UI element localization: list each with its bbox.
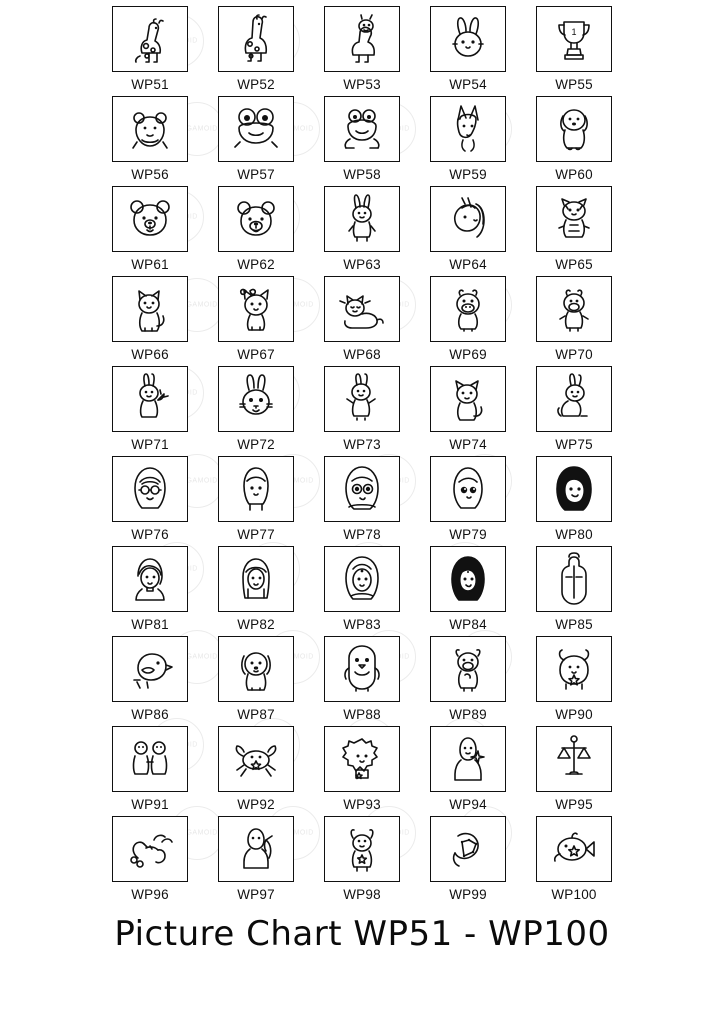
icon-cell <box>314 636 410 722</box>
icon-code-label: WP53 <box>343 77 381 92</box>
icon-cell <box>102 456 198 542</box>
icon-code-label: WP67 <box>237 347 275 362</box>
icon-code-label: WP92 <box>237 797 275 812</box>
teddy-bear-icon <box>112 96 188 162</box>
icon-cell <box>526 546 622 632</box>
bull-terrier-dog-icon <box>430 96 506 162</box>
icon-code-label: WP56 <box>131 167 169 182</box>
cat-lying-icon <box>324 276 400 342</box>
icon-cell <box>420 186 516 272</box>
trophy-icon <box>536 6 612 72</box>
hippo-standing-icon <box>536 276 612 342</box>
cancer-crab-icon <box>218 726 294 792</box>
icon-cell <box>526 366 622 452</box>
icon-cell <box>526 816 622 902</box>
icon-cell <box>208 816 304 902</box>
icon-cell <box>420 96 516 182</box>
icon-code-label: WP86 <box>131 707 169 722</box>
icon-row <box>102 6 622 92</box>
watermark-text: PEGAMOID <box>176 477 218 485</box>
pisces-fish-icon <box>536 816 612 882</box>
icon-code-label: WP96 <box>131 887 169 902</box>
icon-code-label: WP89 <box>449 707 487 722</box>
icon-cell <box>420 636 516 722</box>
bunny-standing-icon <box>324 186 400 252</box>
icon-code-label: WP78 <box>343 527 381 542</box>
icon-cell <box>420 546 516 632</box>
icon-cell <box>314 546 410 632</box>
icon-code-label: WP91 <box>131 797 169 812</box>
icon-cell <box>102 276 198 362</box>
icon-row <box>102 96 622 182</box>
icon-code-label: WP62 <box>237 257 275 272</box>
icon-code-label: WP87 <box>237 707 275 722</box>
icon-cell <box>208 6 304 92</box>
puppy-face-icon <box>218 636 294 702</box>
watermark-text: PEGAMOID <box>176 125 218 133</box>
icon-code-label: WP98 <box>343 887 381 902</box>
watermark-text: PEGAMOID <box>176 829 218 837</box>
icon-code-label: WP61 <box>131 257 169 272</box>
icon-code-label: WP71 <box>131 437 169 452</box>
cow-icon <box>430 636 506 702</box>
icon-cell <box>526 276 622 362</box>
virgo-maiden-icon <box>430 726 506 792</box>
icon-code-label: WP79 <box>449 527 487 542</box>
frog-keroppi-icon <box>218 96 294 162</box>
icon-code-label: WP57 <box>237 167 275 182</box>
penguin-icon <box>324 636 400 702</box>
icon-code-label: WP64 <box>449 257 487 272</box>
icon-row <box>102 456 622 542</box>
icon-cell <box>314 726 410 812</box>
icon-row <box>102 366 622 452</box>
icon-cell <box>314 456 410 542</box>
icon-cell <box>102 186 198 272</box>
icon-code-label: WP63 <box>343 257 381 272</box>
icon-code-label: WP94 <box>449 797 487 812</box>
icon-cell <box>208 546 304 632</box>
page-title: Picture Chart WP51 - WP100 <box>114 914 610 954</box>
svg-text:1: 1 <box>571 27 577 37</box>
icon-code-label: WP97 <box>237 887 275 902</box>
icon-code-label: WP70 <box>555 347 593 362</box>
cat-sitting-icon <box>112 276 188 342</box>
icon-code-label: WP83 <box>343 617 381 632</box>
indian-bride-icon <box>324 546 400 612</box>
icon-cell <box>420 366 516 452</box>
icon-cell <box>526 6 622 92</box>
icon-cell <box>420 456 516 542</box>
rabbit-waving-icon <box>324 366 400 432</box>
cat-bow-icon <box>218 276 294 342</box>
icon-cell <box>208 366 304 452</box>
icon-code-label: WP76 <box>131 527 169 542</box>
icon-cell <box>314 6 410 92</box>
icon-cell <box>208 276 304 362</box>
icon-code-label: WP93 <box>343 797 381 812</box>
icon-row <box>102 546 622 632</box>
sheep-aries-icon <box>536 636 612 702</box>
icon-code-label: WP84 <box>449 617 487 632</box>
bear-face-icon <box>112 186 188 252</box>
capricorn-goat-icon <box>324 816 400 882</box>
giraffe-standing-icon <box>112 6 188 72</box>
icon-cell <box>208 456 304 542</box>
rabbit-carrot-icon <box>112 366 188 432</box>
icon-row <box>102 276 622 362</box>
icon-code-label: WP51 <box>131 77 169 92</box>
icon-cell <box>208 726 304 812</box>
icon-code-label: WP85 <box>555 617 593 632</box>
icon-code-label: WP72 <box>237 437 275 452</box>
icon-row <box>102 636 622 722</box>
icon-cell <box>208 636 304 722</box>
icon-code-label: WP90 <box>555 707 593 722</box>
icon-cell <box>102 636 198 722</box>
icon-code-label: WP75 <box>555 437 593 452</box>
icon-cell <box>526 636 622 722</box>
icon-cell <box>314 366 410 452</box>
frog-sitting-icon <box>324 96 400 162</box>
aquarius-waterbearer-icon <box>430 816 506 882</box>
icon-code-label: WP73 <box>343 437 381 452</box>
icon-row <box>102 186 622 272</box>
icon-cell <box>526 726 622 812</box>
icon-code-label: WP66 <box>131 347 169 362</box>
rabbit-face-icon <box>218 366 294 432</box>
icon-cell <box>102 366 198 452</box>
icon-code-label: WP88 <box>343 707 381 722</box>
icon-cell <box>314 816 410 902</box>
icon-cell <box>420 726 516 812</box>
icon-cell <box>314 96 410 182</box>
icon-code-label: WP59 <box>449 167 487 182</box>
giraffe-cute-icon <box>324 6 400 72</box>
watermark-text: PEGAMOID <box>176 653 218 661</box>
icon-cell <box>102 816 198 902</box>
icon-cell <box>526 96 622 182</box>
rabbit-hopping-icon <box>536 366 612 432</box>
bunny-face-icon <box>430 6 506 72</box>
icon-cell <box>102 546 198 632</box>
icon-cell <box>526 186 622 272</box>
icon-cell <box>102 726 198 812</box>
icon-code-label: WP65 <box>555 257 593 272</box>
icon-cell <box>314 276 410 362</box>
icon-cell <box>420 816 516 902</box>
sagittarius-archer-icon <box>218 816 294 882</box>
icon-cell <box>208 186 304 272</box>
icon-code-label: WP77 <box>237 527 275 542</box>
hippo-icon <box>430 276 506 342</box>
hijab-girl-bigeyes-icon <box>324 456 400 522</box>
icon-code-label: WP54 <box>449 77 487 92</box>
tiger-cub-icon <box>536 186 612 252</box>
short-hair-girl-icon <box>112 546 188 612</box>
icon-code-label: WP60 <box>555 167 593 182</box>
watermark-text: PEGAMOID <box>176 301 218 309</box>
icon-cell <box>102 96 198 182</box>
icon-cell <box>420 276 516 362</box>
gemini-twins-icon <box>112 726 188 792</box>
puppy-sitting-icon <box>536 96 612 162</box>
hijab-girl-glasses-icon <box>112 456 188 522</box>
long-hair-girl-icon <box>218 546 294 612</box>
hijab-girl-round-icon <box>430 456 506 522</box>
icon-row <box>102 726 622 812</box>
icon-code-label: WP80 <box>555 527 593 542</box>
icon-code-label: WP52 <box>237 77 275 92</box>
spartan-helmet-icon <box>536 546 612 612</box>
icon-cell <box>526 456 622 542</box>
bear-cub-icon <box>218 186 294 252</box>
icon-code-label: WP82 <box>237 617 275 632</box>
icon-code-label: WP69 <box>449 347 487 362</box>
libra-scales-icon <box>536 726 612 792</box>
icon-cell <box>102 6 198 92</box>
leo-lion-icon <box>324 726 400 792</box>
bird-icon <box>112 636 188 702</box>
icon-cell <box>420 6 516 92</box>
icon-code-label: WP99 <box>449 887 487 902</box>
fox-sitting-icon <box>430 366 506 432</box>
icon-code-label: WP68 <box>343 347 381 362</box>
icon-row <box>102 816 622 902</box>
icon-code-label: WP81 <box>131 617 169 632</box>
icon-cell <box>208 96 304 182</box>
icon-code-label: WP74 <box>449 437 487 452</box>
indian-girl-dark-icon <box>430 546 506 612</box>
icon-code-label: WP100 <box>551 887 597 902</box>
hijab-girl-dark-icon <box>536 456 612 522</box>
hijab-girl-small-icon <box>218 456 294 522</box>
icon-code-label: WP95 <box>555 797 593 812</box>
icon-code-label: WP58 <box>343 167 381 182</box>
scorpio-scorpion-icon <box>112 816 188 882</box>
icon-grid <box>102 6 622 906</box>
unicorn-head-icon <box>430 186 506 252</box>
icon-code-label: WP55 <box>555 77 593 92</box>
giraffe-tall-icon <box>218 6 294 72</box>
icon-cell <box>314 186 410 272</box>
